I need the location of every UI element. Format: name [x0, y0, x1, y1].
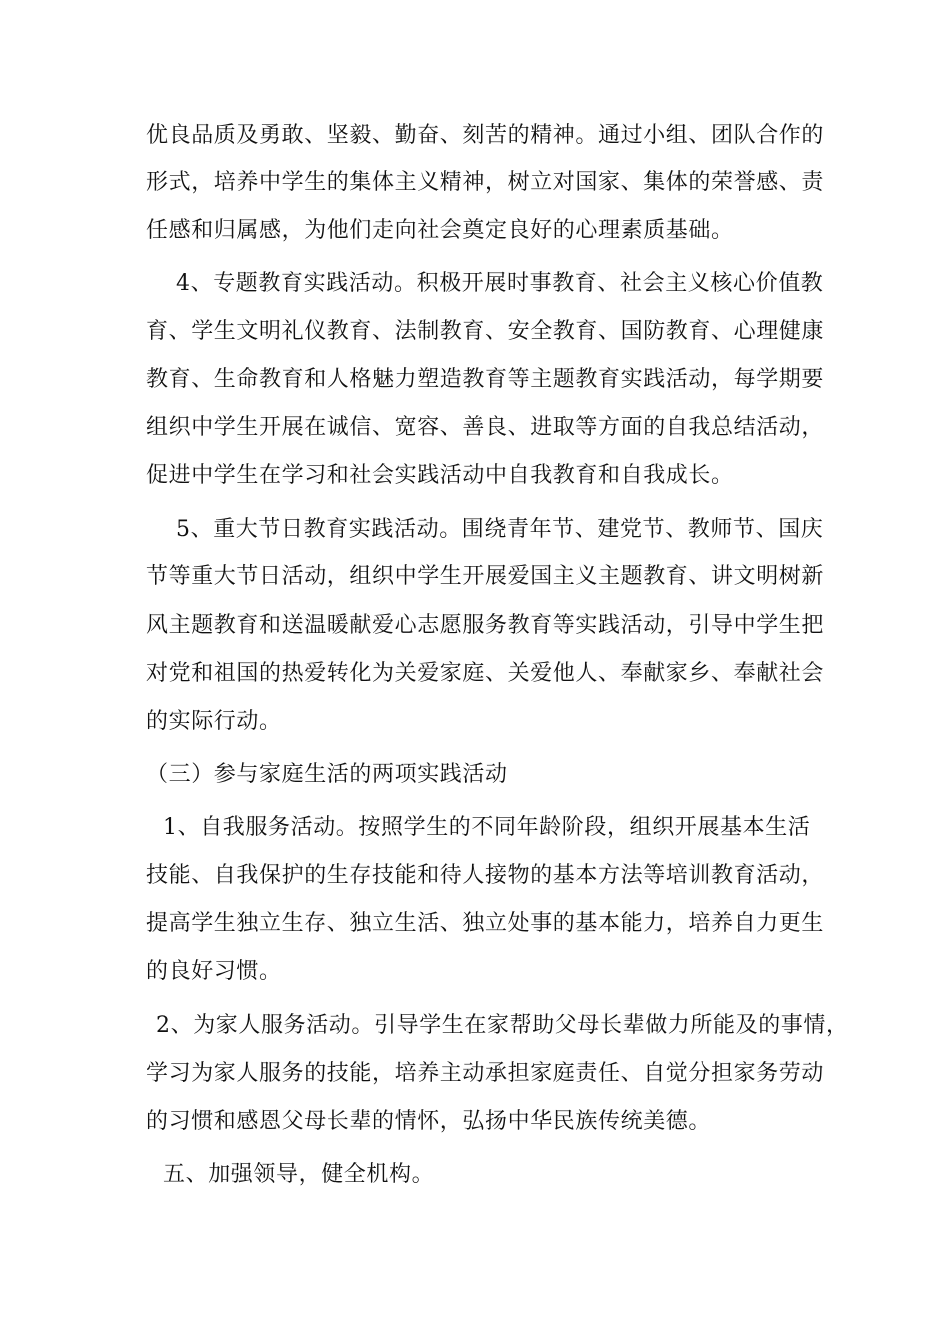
text-line: 5、重大节日教育实践活动。围绕青年节、建党节、教师节、国庆 [176, 517, 824, 542]
text-line: 风主题教育和送温暖献爱心志愿服务教育等实践活动，引导中学生把 [146, 613, 825, 638]
text-line: 对党和祖国的热爱转化为关爱家庭、关爱他人、奉献家乡、奉献社会 [146, 661, 825, 686]
text-line: 组织中学生开展在诚信、宽容、善良、进取等方面的自我总结活动， [146, 415, 825, 440]
section-heading: （三）参与家庭生活的两项实践活动 [146, 762, 508, 787]
text-line: 任感和归属感，为他们走向社会奠定良好的心理素质基础。 [146, 218, 734, 243]
text-line: 育、学生文明礼仪教育、法制教育、安全教育、国防教育、心理健康 [146, 319, 825, 344]
text-line: 的习惯和感恩父母长辈的情怀，弘扬中华民族传统美德。 [146, 1109, 712, 1134]
text-line: 2、为家人服务活动。引导学生在家帮助父母长辈做力所能及的事情， [156, 1013, 849, 1038]
section-heading: 五、加强领导，健全机构。 [163, 1162, 435, 1187]
text-line: 4、专题教育实践活动。积极开展时事教育、社会主义核心价值教 [176, 271, 824, 296]
text-line: 教育、生命教育和人格魅力塑造教育等主题教育实践活动，每学期要 [146, 367, 825, 392]
text-line: 1、自我服务活动。按照学生的不同年龄阶段，组织开展基本生活 [163, 815, 811, 840]
text-line: 的实际行动。 [146, 709, 282, 734]
text-line: 优良品质及勇敢、坚毅、勤奋、刻苦的精神。通过小组、团队合作的 [146, 123, 825, 148]
text-line: 技能、自我保护的生存技能和待人接物的基本方法等培训教育活动， [146, 863, 825, 888]
text-line: 形式，培养中学生的集体主义精神，树立对国家、集体的荣誉感、责 [146, 170, 825, 195]
text-line: 学习为家人服务的技能，培养主动承担家庭责任、自觉分担家务劳动 [146, 1061, 825, 1086]
text-line: 促进中学生在学习和社会实践活动中自我教育和自我成长。 [146, 463, 734, 488]
text-line: 提高学生独立生存、独立生活、独立处事的基本能力，培养自力更生 [146, 911, 825, 936]
text-line: 节等重大节日活动，组织中学生开展爱国主义主题教育、讲文明树新 [146, 564, 825, 589]
text-line: 的良好习惯。 [146, 959, 282, 984]
